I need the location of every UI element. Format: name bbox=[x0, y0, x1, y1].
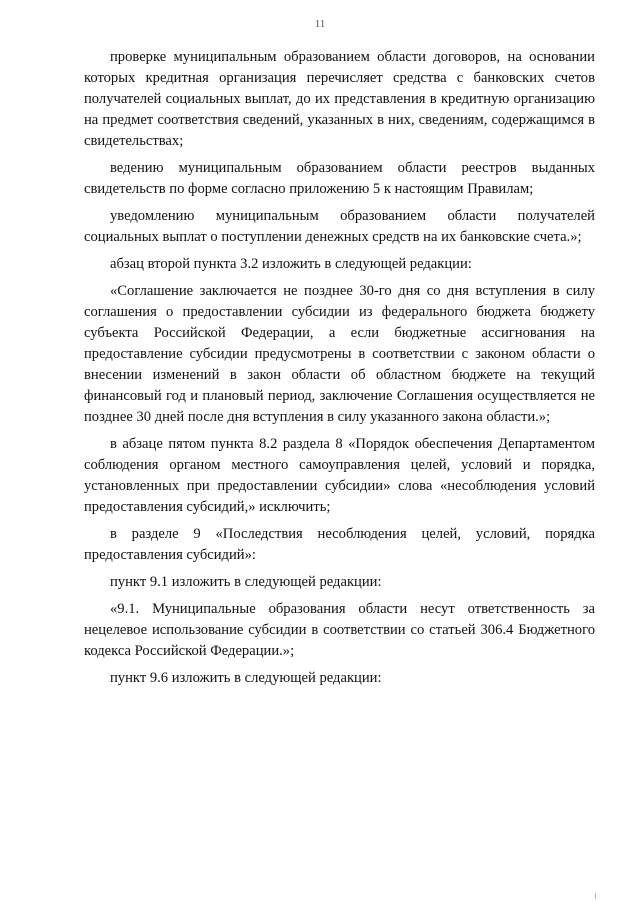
document-body bbox=[84, 47, 595, 695]
paragraph: уведомлению муниципальным образованием области получателей социальных выплат о поступлении денежных средств на их банковские счета.»; bbox=[84, 208, 595, 245]
paragraph: проверке муниципальным образованием области договоров, на основании которых кредитная организация перечисляет средства с банковских счетов получателей социальных выплат, до их представления в кредитную организацию на предмет соответствия сведений, указанных в них, сведениям, содержащимся в свидетельствах; bbox=[84, 49, 595, 149]
page-number: 11 bbox=[314, 18, 326, 30]
paragraph: «Соглашение заключается не позднее 30-го дня со дня вступления в силу соглашения о предоставлении субсидии из федерального бюджета бюджету субъекта Российской Федерации, а если бюджетные ассигнования на предоставление субсидии предусмотрены в соответствии с законом области о внесении изменений в закон области об областном бюджете на текущий финансовый год и плановый период, заключение Соглашения осуществляется не позднее 30 дней после дня вступления в силу указанного закона области.»; bbox=[84, 283, 595, 425]
paragraph: «9.1. Муниципальные образования области несут ответственность за нецелевое использование субсидии в соответствии со статьей 306.4 Бюджетного кодекса Российской Федерации.»; bbox=[84, 601, 595, 659]
paragraph: ведению муниципальным образованием области реестров выданных свидетельств по форме согласно приложению 5 к настоящим Правилам; bbox=[84, 160, 595, 197]
paragraph: в абзаце пятом пункта 8.2 раздела 8 «Порядок обеспечения Департаментом соблюдения органом местного самоуправления целей, условий и порядка, установленных при предоставлении субсидии» слова «несоблюдения условий предоставления субсидий,» исключить; bbox=[84, 436, 595, 515]
paragraph: абзац второй пункта 3.2 изложить в следующей редакции: bbox=[110, 256, 472, 272]
scan-edge-mark bbox=[595, 893, 596, 899]
paragraph: пункт 9.6 изложить в следующей редакции: bbox=[110, 670, 382, 686]
paragraph: в разделе 9 «Последствия несоблюдения целей, условий, порядка предоставления субсидий»: bbox=[84, 526, 595, 563]
paragraph: пункт 9.1 изложить в следующей редакции: bbox=[110, 574, 382, 590]
